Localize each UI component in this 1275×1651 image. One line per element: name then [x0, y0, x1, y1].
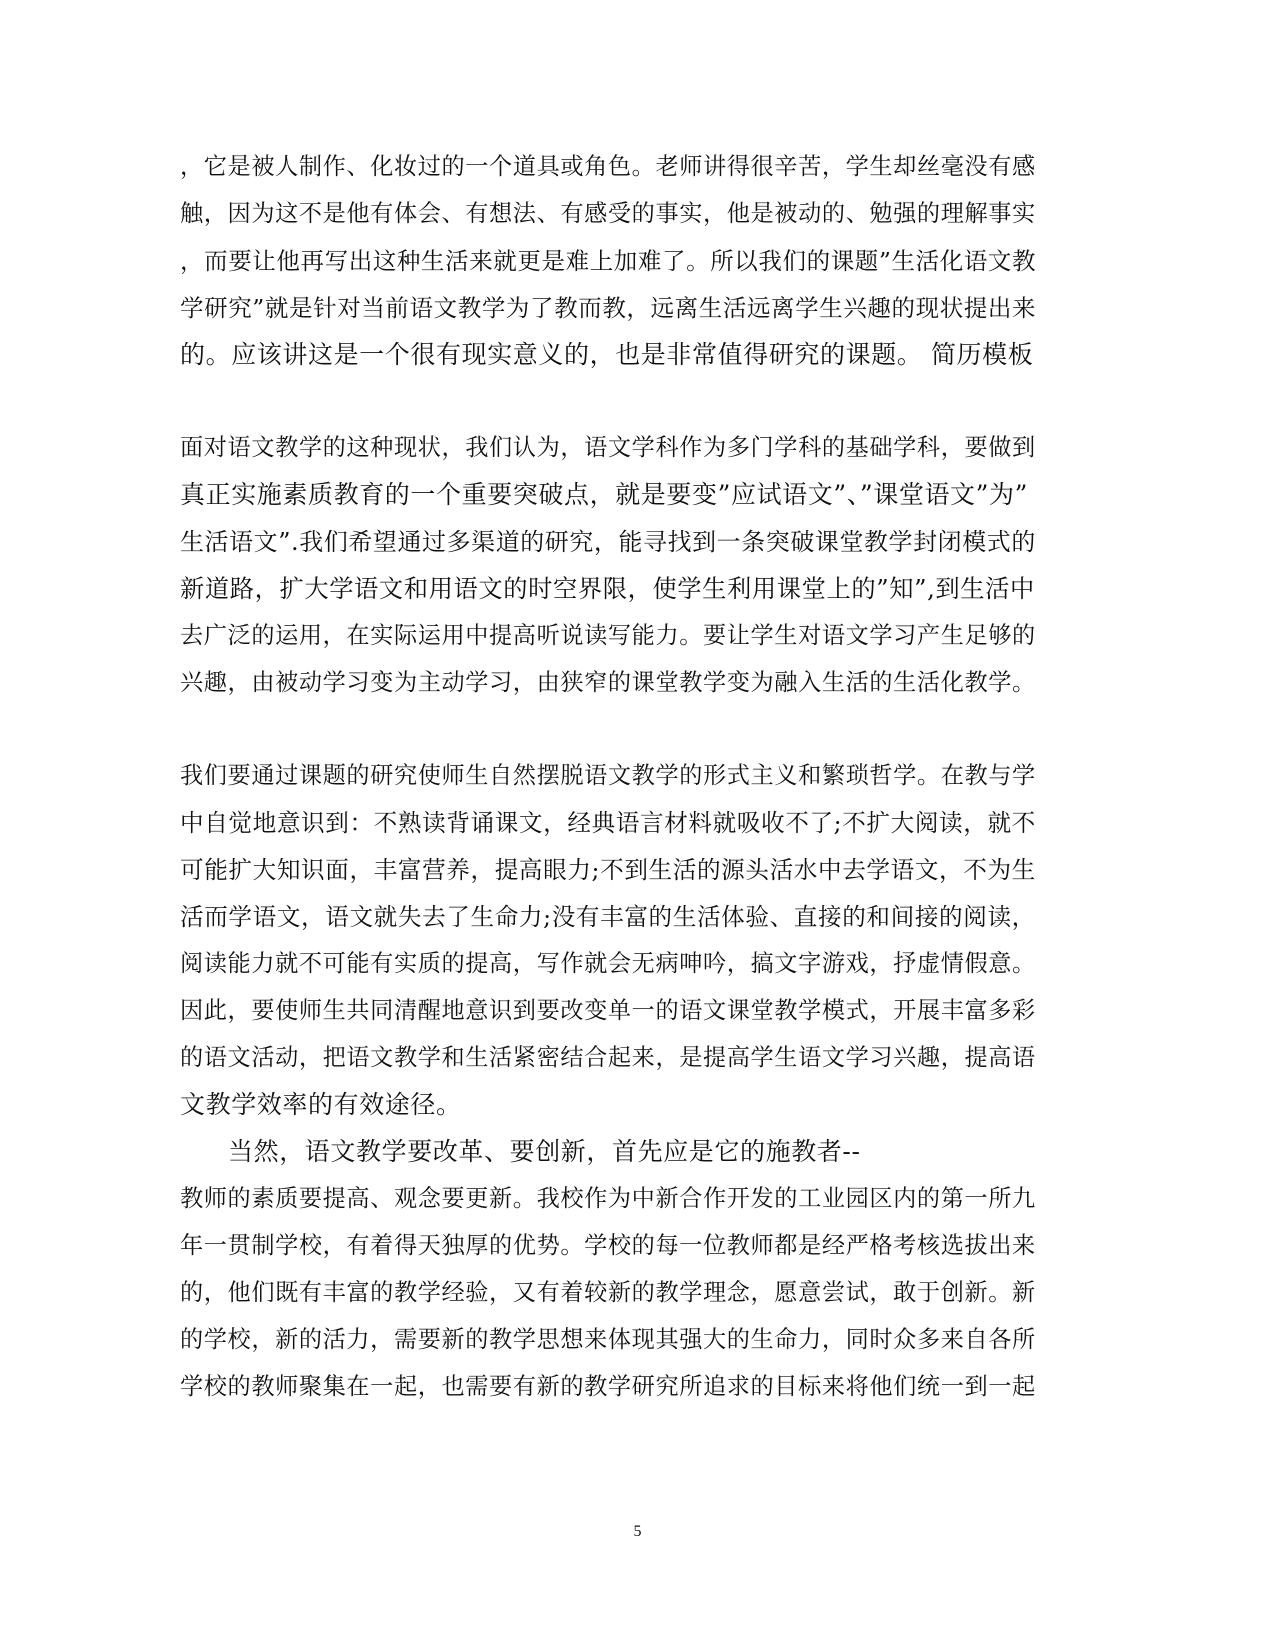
- text-line: 学研究”就是针对当前语文教学为了教而教，远离生活远离学生兴趣的现状提出来: [180, 294, 1037, 322]
- text-line: 生活语文”.我们希望通过多渠道的研究，能寻找到一条突破课堂教学封闭模式的: [180, 528, 1036, 556]
- text-line: 的。应该讲这是一个很有现实意义的，也是非常值得研究的课题。 简历模板: [180, 340, 1034, 369]
- text-line: 年一贯制学校，有着得天独厚的优势。学校的每一位教师都是经严格考核选拔出来: [180, 1232, 1036, 1259]
- text-line: 阅读能力就不可能有实质的提高，写作就会无病呻吟，搞文字游戏，抒虚情假意。: [180, 950, 1036, 977]
- text-line: 文教学效率的有效途径。: [180, 1090, 462, 1119]
- text-line: 当然，语文教学要改革、要创新，首先应是它的施教者--: [228, 1137, 861, 1166]
- text-line: 的语文活动，把语文教学和生活紧密结合起来，是提高学生语文学习兴趣，提高语: [180, 1044, 1036, 1071]
- text-line: 因此，要使师生共同清醒地意识到要改变单一的语文课堂教学模式，开展丰富多彩: [180, 997, 1036, 1024]
- text-line: 触，因为这不是他有体会、有想法、有感受的事实，他是被动的、勉强的理解事实: [180, 200, 1036, 227]
- text-line: 我们要通过课题的研究使师生自然摆脱语文教学的形式主义和繁琐哲学。在教与学: [180, 762, 1036, 789]
- text-line: 学校的教师聚集在一起，也需要有新的教学研究所追求的目标来将他们统一到一起: [180, 1373, 1036, 1400]
- text-line: 新道路，扩大学语文和用语文的时空界限，使学生利用课堂上的”知”,到生活中: [180, 574, 1035, 603]
- text-line: 可能扩大知识面，丰富营养，提高眼力;不到生活的源头活水中去学语文，不为生: [180, 856, 1036, 884]
- text-line: 的学校，新的活力，需要新的教学思想来体现其强大的生命力，同时众多来自各所: [180, 1326, 1036, 1353]
- text-line: 面对语文教学的这种现状，我们认为，语文学科作为多门学科的基础学科，要做到: [180, 434, 1036, 461]
- text-line: 中自觉地意识到：不熟读背诵课文，经典语言材料就吸收不了;不扩大阅读，就不: [180, 809, 1036, 837]
- text-line: 教师的素质要提高、观念要更新。我校作为中新合作开发的工业园区内的第一所九: [180, 1185, 1036, 1212]
- text-line: 的，他们既有丰富的教学经验，又有着较新的教学理念，愿意尝试，敢于创新。新: [180, 1279, 1036, 1306]
- text-line: 兴趣，由被动学习变为主动学习，由狭窄的课堂教学变为融入生活的生活化教学。: [180, 669, 1036, 696]
- text-line: 活而学语文，语文就失去了生命力;没有丰富的生活体验、直接的和间接的阅读，: [180, 903, 1036, 931]
- page-number: 5: [633, 1523, 642, 1540]
- text-line: ，而要让他再写出这种生活来就更是难上加难了。所以我们的课题”生活化语文教: [180, 247, 1037, 275]
- text-line: ，它是被人制作、化妆过的一个道具或角色。老师讲得很辛苦，学生却丝毫没有感: [180, 153, 1036, 180]
- text-line: 真正实施素质教育的一个重要突破点，就是要变”应试语文”、”课堂语文”为”: [180, 480, 1029, 509]
- text-line: 去广泛的运用，在实际运用中提高听说读写能力。要让学生对语文学习产生足够的: [180, 622, 1036, 649]
